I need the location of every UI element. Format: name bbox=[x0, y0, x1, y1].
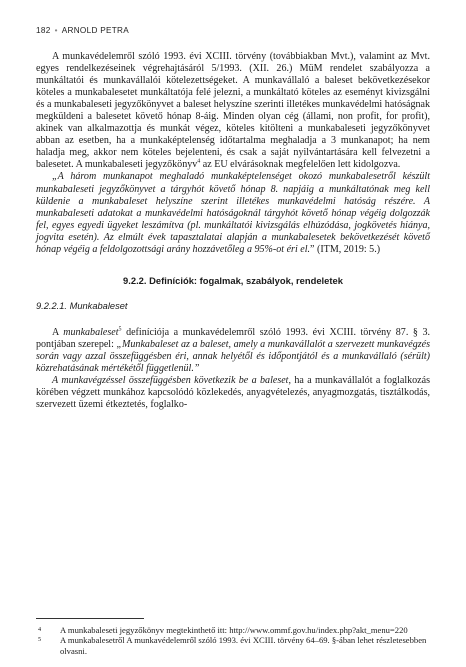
definition-text: definíciója a munkavédelemről szóló 1993. évi XCIII. törvény 87. § 3. pontjában szerepel: bbox=[36, 326, 430, 350]
paragraph-work-related bbox=[36, 375, 430, 411]
footnote-rule bbox=[36, 618, 144, 619]
definition-lead: A bbox=[52, 326, 64, 338]
paragraph-text-continued: , ha a munkavállalót a foglalkozás körében végzett munkához kapcsolódó közlekedés, anyagvételezés, anyagmozgatás, tisztálkodás, szervezett üzemi étkeztetés, foglalko- bbox=[36, 375, 430, 411]
footnote-number: 4 bbox=[38, 626, 42, 633]
section-heading: 9.2.2. Definíciók: fogalmak, szabályok, rendeletek bbox=[123, 274, 343, 286]
footnote-text: A munkabalesetről A munkavédelemről szóló 1993. évi XCIII. törvény 64–69. §-ában lehet részletesebben olvasni. bbox=[60, 635, 427, 656]
quote-citation: ” (ITM, 2019: 5.) bbox=[310, 243, 381, 255]
footnote-5 bbox=[36, 635, 430, 656]
footnotes bbox=[36, 618, 430, 656]
page-number: 182 bbox=[36, 26, 51, 35]
running-author: ARNOLD PETRA bbox=[61, 26, 130, 35]
paragraph-regulations bbox=[36, 51, 430, 171]
term-munkabaleset: munkabaleset bbox=[63, 326, 119, 338]
footnote-ref-5: 5 bbox=[118, 326, 122, 333]
header-separator: • bbox=[54, 26, 58, 35]
footnote-4 bbox=[36, 625, 430, 635]
term-work-related: A munkavégzéssel összefüggésben következik be a baleset bbox=[52, 375, 289, 387]
footnote-ref-4: 4 bbox=[197, 159, 201, 166]
quote-text: „A három munkanapot meghaladó munkaképtelenséget okozó munkabalesetről készült munkabaleseti jegyzőkönyvet a tárgyhót követő hónap 8. napjáig a munkáltatónak meg kell küldenie a munkabaleset helyszíne szerint illetékes munkavédelmi hatóság részére. A munkabaleseti adatokat a munkavédelmi hatóságoknál tárgyhót követő hónap végéig dolgozzák fel, egyes egyedi ügyeket leszámítva (pl. munkáltatói kivizsgálás elhúzódása, jogkövetés hiánya, jogvita esetén). Az elmúlt évek tapasztalatai alapján a munkabalesetek bekövetkezését követő hónap végéig a feldolgozottsági arány hozzávetőleg a 95%-ot éri el. bbox=[36, 171, 430, 255]
footnote-text: A munkabaleseti jegyzőkönyv megtekinthető itt: http://www.ommf.gov.hu/index.php?akt_menu=220 bbox=[60, 625, 408, 635]
body-text bbox=[36, 51, 430, 411]
subsection-heading: 9.2.2.1. Munkabaleset bbox=[36, 300, 128, 311]
page bbox=[36, 24, 430, 411]
paragraph-text-end: az EU elvárásoknak megfelelően lett kidolgozva. bbox=[200, 159, 401, 171]
paragraph-definition bbox=[36, 327, 430, 375]
running-header bbox=[36, 24, 430, 38]
footnote-number: 5 bbox=[38, 636, 42, 644]
definition-quote: „Munkabaleset az a baleset, amely a munkavállalót a szervezett munkavégzés során vagy azzal összefüggésben éri, annak helyétől és időpontjától és a munkavállaló (sérült) közrehatásának mértékétől függetlenül.” bbox=[36, 338, 430, 375]
block-quote bbox=[36, 171, 430, 255]
paragraph-text: A munkavédelemről szóló 1993. évi XCIII. törvény (továbbiakban Mvt.), valamint az Mvt. egyes rendelkezéseinek végrehajtásáról 5/1993. (XII. 26.) MüM rendelet szabályozza a munkáltatói és munkavállalói kötelezettségeket. A munkavállaló a baleset bekövetkezésekor köteles a munkabalesetet munkáltatója felé jelezni, a munkáltató köteles az eseményt kivizsgálni és a munkabaleseti jegyzőkönyvet a baleset helyszíne szerinti illetékes munkavédelmi hatóságnak megküldeni a balesetet követő hónap 8-áig. Minden olyan cég (állami, non profit, for profit), akinek van alkalmazottja és munkát végez, köteles kitölteni a munkabaleseti jegyzőkönyvet abban az esetben, ha a munkaképtelenség időtartalma meghaladja a 3 munkanapot; ha nem haladja meg, akkor nem köteles bejelenteni, és csak a saját nyilvántartására kell felvezetni a balesetet. A munkabaleseti jegyzőkönyv bbox=[36, 51, 430, 171]
